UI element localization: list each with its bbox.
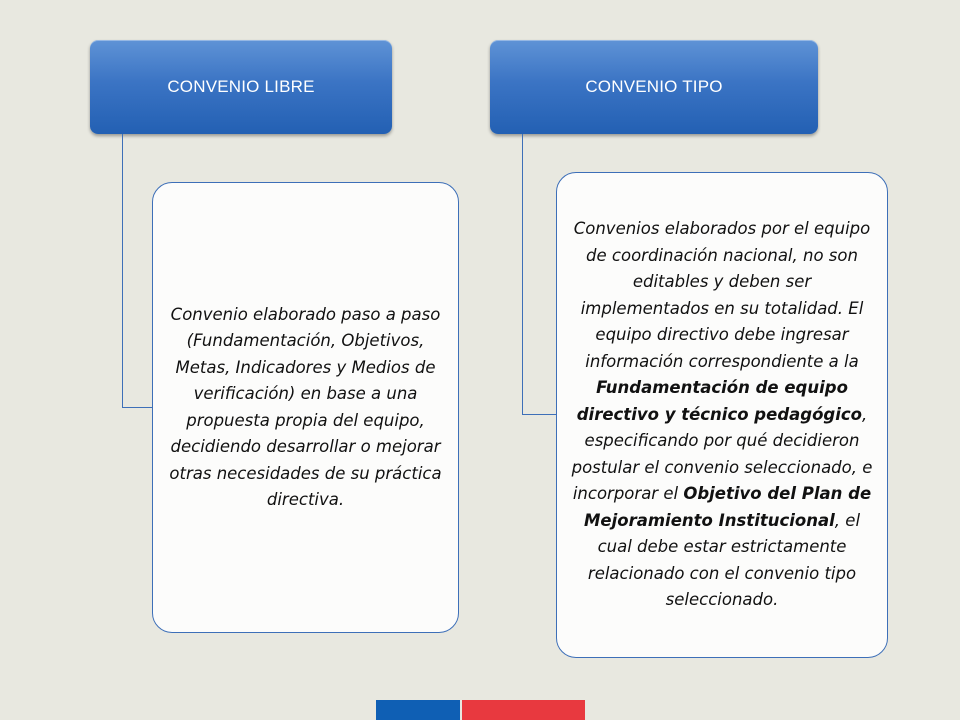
convenio-libre-description-card [152, 182, 459, 633]
convenio-tipo-text-2: , especificando por qué decidieron postular el convenio seleccionado, e incorporar el [571, 404, 873, 504]
flag-stripe-blue [376, 700, 460, 720]
connector-tipo [522, 134, 557, 415]
convenio-libre-description: Convenio elaborado paso a paso (Fundamentación, Objetivos, Metas, Indicadores y Medios de verificación) en base a una propuesta propia del equipo, decidiendo desarrollar o mejorar otras necesidades de su práctica directiva. [169, 304, 442, 509]
convenio-tipo-text-1: Convenios elaborados por el equipo de coordinación nacional, no son editables y deben ser implementados en su totalidad. El equipo directivo debe ingresar información correspondiente a la [573, 219, 871, 371]
convenio-tipo-description [571, 216, 873, 614]
convenio-tipo-header [490, 40, 818, 134]
convenio-tipo-title: CONVENIO TIPO [585, 77, 723, 96]
convenio-tipo-description-card [556, 172, 888, 658]
convenio-libre-title: CONVENIO LIBRE [167, 77, 315, 96]
convenio-tipo-bold-objetivo: Objetivo del Plan de Mejoramiento Institucional [583, 484, 872, 530]
connector-libre [122, 134, 154, 408]
convenio-tipo-text-3: , el cual debe estar estrictamente relacionado con el convenio tipo seleccionado. [587, 510, 861, 610]
convenio-tipo-bold-fundamentacion: Fundamentación de equipo directivo y técnico pedagógico [576, 378, 862, 424]
convenio-libre-header [90, 40, 392, 134]
flag-stripe-red [462, 700, 585, 720]
